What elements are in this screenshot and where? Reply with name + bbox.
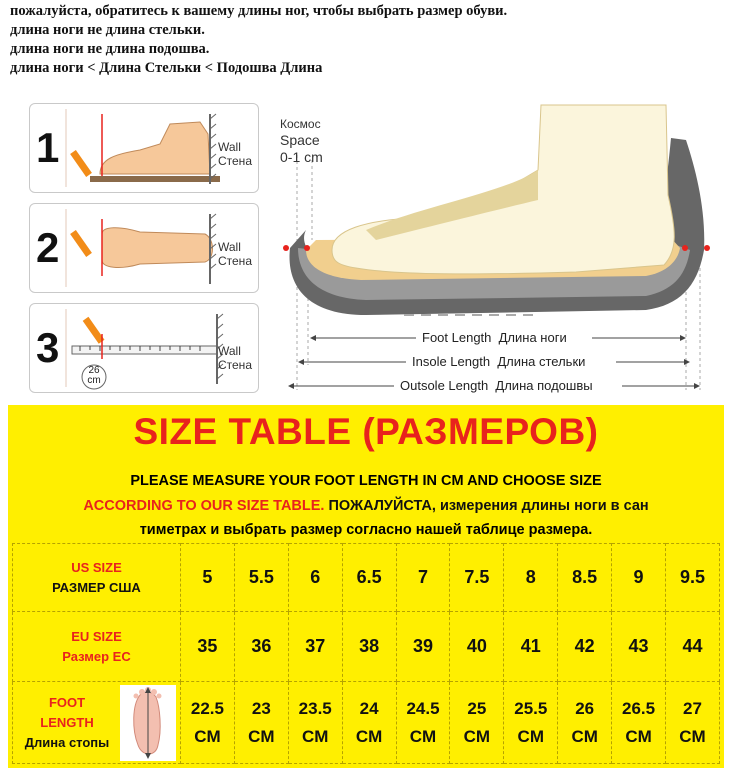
step-2-wall-en: Wall xyxy=(217,240,241,254)
foot-label-en-2: LENGTH xyxy=(40,714,94,730)
eu-size-cell: 40 xyxy=(450,612,504,682)
foot-length-value: 26.5 xyxy=(622,698,656,718)
foot-length-unit: CM xyxy=(571,726,598,746)
size-grid xyxy=(12,543,720,764)
step-2-number: 2 xyxy=(36,224,60,271)
us-size-label-en: US SIZE xyxy=(71,559,122,575)
intro-line-1: пожалуйста, обратитесь к вашему длины ног, чтобы выбрать размер обуви. xyxy=(10,3,508,19)
step-1-wall-en: Wall xyxy=(217,140,241,154)
us-size-cell: 8.5 xyxy=(558,544,612,612)
foot-length-value: 26 xyxy=(575,698,595,718)
step-3-wall-label xyxy=(218,344,252,372)
foot-length-ru: Длина ноги xyxy=(498,330,567,345)
intro-line-2: длина ноги не длина стельки. xyxy=(10,22,205,38)
foot-length-unit: CM xyxy=(517,726,544,746)
instruction-line-2-en: ACCORDING TO OUR SIZE TABLE. xyxy=(83,498,325,514)
shoe-length-diagram xyxy=(276,100,726,400)
foot-length-cell xyxy=(450,682,504,764)
ruler-reading xyxy=(83,366,105,386)
step-1-number: 1 xyxy=(36,124,60,171)
step-3-panel xyxy=(29,303,259,393)
step-1-panel xyxy=(29,103,259,193)
foot-length-value: 24 xyxy=(359,698,379,718)
us-size-cell: 6.5 xyxy=(342,544,396,612)
instruction-line-1: PLEASE MEASURE YOUR FOOT LENGTH IN CM AND CHOOSE SIZE xyxy=(130,473,602,489)
step-2-wall-label xyxy=(218,240,252,268)
foot-length-unit: CM xyxy=(625,726,652,746)
eu-size-cell: 38 xyxy=(342,612,396,682)
size-table-panel xyxy=(8,405,724,768)
eu-size-cell: 43 xyxy=(612,612,666,682)
eu-size-cell: 41 xyxy=(504,612,558,682)
us-size-cell: 7.5 xyxy=(450,544,504,612)
eu-size-label xyxy=(13,612,181,682)
us-size-row xyxy=(13,544,720,612)
instruction-line-3: тиметрах и выбрать размер согласно нашей таблице размера. xyxy=(139,522,593,538)
foot-length-unit: CM xyxy=(409,726,437,746)
foot-length-en: Foot Length xyxy=(422,330,492,345)
eu-size-label-en: EU SIZE xyxy=(71,628,122,644)
eu-size-cell: 37 xyxy=(288,612,342,682)
step-1-wall-ru: Стена xyxy=(217,154,252,168)
foot-length-cell xyxy=(180,682,234,764)
step-3-wall-en: Wall xyxy=(217,344,241,358)
eu-size-cell: 42 xyxy=(558,612,612,682)
intro-line-4: длина ноги < Длина Стельки < Подошва Длина xyxy=(10,60,323,76)
foot-length-cell xyxy=(288,682,342,764)
eu-size-cell: 36 xyxy=(234,612,288,682)
foot-length-value: 25.5 xyxy=(514,698,548,718)
foot-length-row xyxy=(13,682,720,764)
foot-length-unit: CM xyxy=(194,726,221,746)
instruction-line-2 xyxy=(8,498,724,514)
space-label-en: Space xyxy=(280,132,320,148)
eu-size-row xyxy=(13,612,720,682)
us-size-cell: 9 xyxy=(612,544,666,612)
us-size-cell: 7 xyxy=(396,544,450,612)
eu-size-label-ru: Размер ЕС xyxy=(62,648,131,664)
foot-length-label-cell xyxy=(13,682,181,764)
step-2-wall-ru: Стена xyxy=(217,254,252,268)
foot-length-unit: CM xyxy=(463,726,491,746)
step-2-panel xyxy=(29,203,259,293)
step-3-number: 3 xyxy=(36,324,60,371)
ruler-reading-unit: cm xyxy=(87,375,101,386)
space-range: 0-1 cm xyxy=(280,149,323,165)
insole-length-ru: Длина стельки xyxy=(497,354,586,369)
foot-length-value: 23.5 xyxy=(298,698,332,718)
eu-size-cell: 35 xyxy=(180,612,234,682)
intro-line-3: длина ноги не длина подошва. xyxy=(10,41,210,57)
footprint-icon xyxy=(120,685,176,761)
us-size-label xyxy=(13,544,181,612)
foot-label-en-1: FOOT xyxy=(48,694,86,710)
foot-length-unit: CM xyxy=(301,726,329,746)
foot-length-cell xyxy=(612,682,666,764)
eu-size-cell: 44 xyxy=(666,612,720,682)
foot-length-value: 22.5 xyxy=(190,698,224,718)
foot-length-cell xyxy=(558,682,612,764)
space-label-ru: Космос xyxy=(280,117,321,131)
outsole-length-en: Outsole Length xyxy=(400,378,489,393)
foot-length-label xyxy=(422,330,567,345)
foot-length-cell xyxy=(666,682,720,764)
us-size-cell: 8 xyxy=(504,544,558,612)
foot-length-cell xyxy=(504,682,558,764)
foot-length-cell xyxy=(234,682,288,764)
step-3-wall-ru: Стена xyxy=(217,358,252,372)
step-1-wall-label xyxy=(218,140,252,168)
foot-length-unit: CM xyxy=(248,726,275,746)
ruler-reading-number: 26 xyxy=(88,365,100,376)
us-size-label-ru: РАЗМЕР США xyxy=(52,579,141,595)
instruction-line-2-ru: ПОЖАЛУЙСТА, измерения длины ноги в сан xyxy=(328,498,649,514)
foot-length-value: 23 xyxy=(251,698,271,718)
us-size-cell: 6 xyxy=(288,544,342,612)
us-size-cell: 9.5 xyxy=(666,544,720,612)
intro-text xyxy=(10,2,725,78)
foot-length-unit: CM xyxy=(355,726,383,746)
eu-size-cell: 39 xyxy=(396,612,450,682)
size-table-title: SIZE TABLE (РАЗМЕРОВ) xyxy=(133,411,599,452)
foot-length-cell xyxy=(396,682,450,764)
foot-length-value: 27 xyxy=(683,698,702,718)
insole-length-en: Insole Length xyxy=(412,354,491,369)
foot-length-unit: CM xyxy=(679,726,706,746)
foot-length-value: 24.5 xyxy=(406,698,440,718)
foot-length-value: 25 xyxy=(467,698,487,718)
foot-label-ru: Длина стопы xyxy=(24,734,110,750)
space-label xyxy=(280,116,323,166)
foot-length-cell xyxy=(342,682,396,764)
insole-length-label xyxy=(412,354,585,369)
us-size-cell: 5.5 xyxy=(234,544,288,612)
outsole-length-ru: Длина подошвы xyxy=(495,378,593,393)
outsole-length-label xyxy=(400,378,593,393)
us-size-cell: 5 xyxy=(180,544,234,612)
